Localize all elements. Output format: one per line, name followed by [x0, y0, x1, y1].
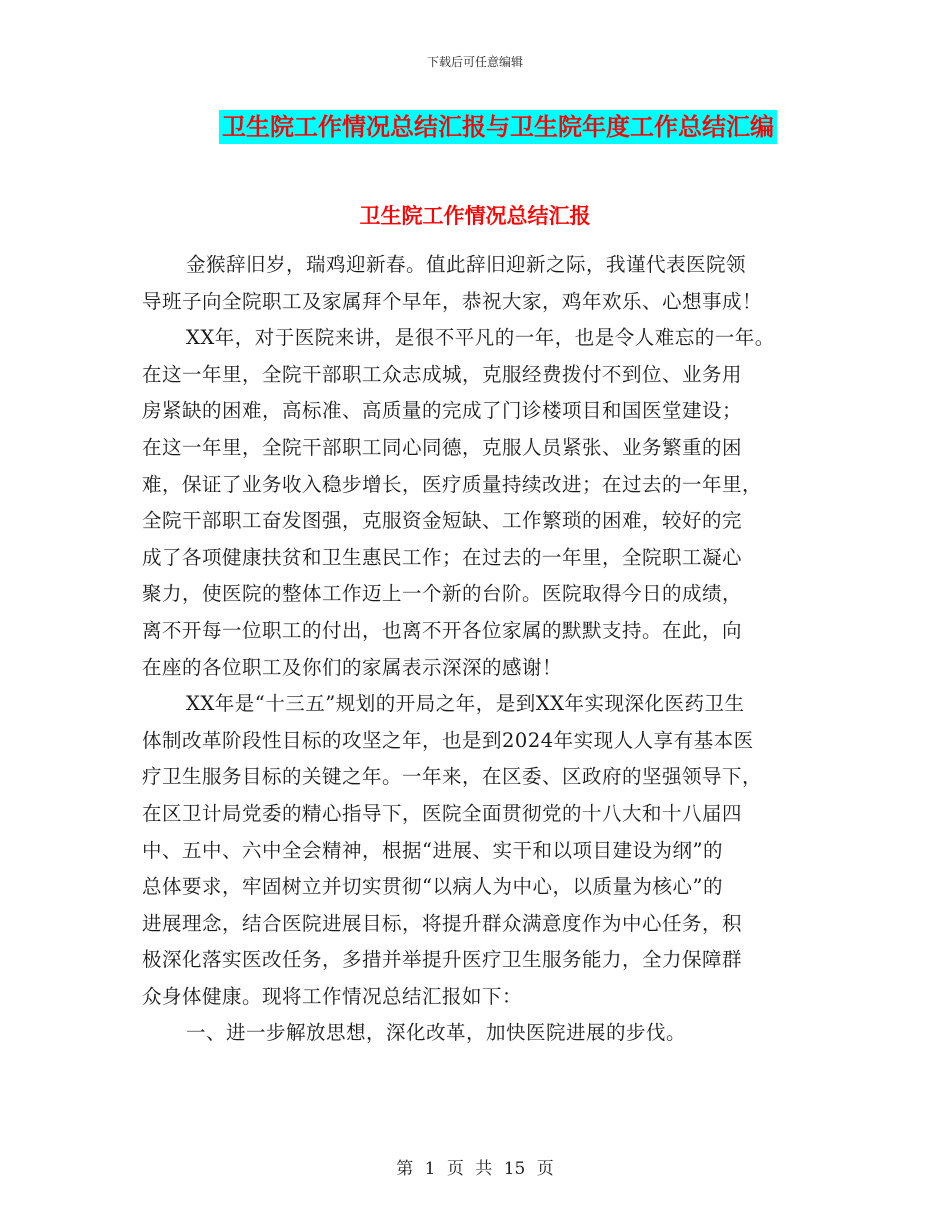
text-line: 进展理念，结合医院进展目标，将提升群众满意度作为中心任务，积: [142, 911, 743, 935]
text-line: 导班子向全院职工及家属拜个早年，恭祝大家，鸡年欢乐、心想事成！: [142, 289, 763, 313]
text-line: 在这一年里，全院干部职工众志成城，克服经费拨付不到位、业务用: [142, 362, 743, 386]
text-line: 一、进一步解放思想，深化改革，加快医院进展的步伐。: [186, 1021, 687, 1045]
text-line: 金猴辞旧岁，瑞鸡迎新春。值此辞旧迎新之际，我谨代表医院领: [186, 253, 747, 276]
text-line: 聚力，使医院的整体工作迈上一个新的台阶。医院取得今日的成绩，: [142, 582, 743, 606]
text-line: 在这一年里，全院干部职工同心同德，克服人员紧张、业务繁重的困: [142, 435, 743, 459]
text-line: 全院干部职工奋发图强，克服资金短缺、工作繁琐的困难，较好的完: [142, 509, 743, 533]
text-line: 极深化落实医改任务，多措并举提升医疗卫生服务能力，全力保障群: [142, 948, 743, 972]
document-title-block: [0, 110, 950, 144]
text-line: 疗卫生服务目标的关键之年。一年来，在区委、区政府的坚强领导下，: [142, 765, 763, 789]
page-number: 第 1 页 共 15 页: [396, 1159, 554, 1179]
text-line: 在区卫计局党委的精心指导下，医院全面贯彻党的十八大和十八届四: [142, 801, 743, 825]
text-line: XX年是“十三五”规划的开局之年，是到XX年实现深化医药卫生: [186, 692, 745, 716]
header-note: 下载后可任意编辑: [426, 55, 523, 69]
body-text: [142, 247, 822, 1052]
text-line: 难，保证了业务收入稳步增长，医疗质量持续改进；在过去的一年里，: [142, 472, 763, 496]
text-line: 众身体健康。现将工作情况总结汇报如下：: [142, 984, 523, 1008]
section-title: 卫生院工作情况总结汇报: [359, 204, 591, 228]
text-line: 离不开每一位职工的付出，也离不开各位家属的默默支持。在此，向: [142, 618, 743, 642]
text-line: XX年，对于医院来讲，是很不平凡的一年，也是令人难忘的一年。: [186, 326, 775, 350]
text-line: 在座的各位职工及你们的家属表示深深的感谢！: [142, 655, 563, 679]
text-line: 中、五中、六中全会精神，根据“进展、实干和以项目建设为纲”的: [142, 838, 723, 862]
text-line: 体制改革阶段性目标的攻坚之年，也是到2024年实现人人享有基本医: [142, 728, 754, 752]
text-line: 房紧缺的困难，高标准、高质量的完成了门诊楼项目和国医堂建设；: [142, 399, 743, 423]
text-line: 成了各项健康扶贫和卫生惠民工作；在过去的一年里，全院职工凝心: [142, 545, 743, 569]
text-line: 总体要求，牢固树立并切实贯彻“以病人为中心，以质量为核心”的: [142, 875, 723, 899]
document-title: 卫生院工作情况总结汇报与卫生院年度工作总结汇编: [219, 110, 777, 144]
